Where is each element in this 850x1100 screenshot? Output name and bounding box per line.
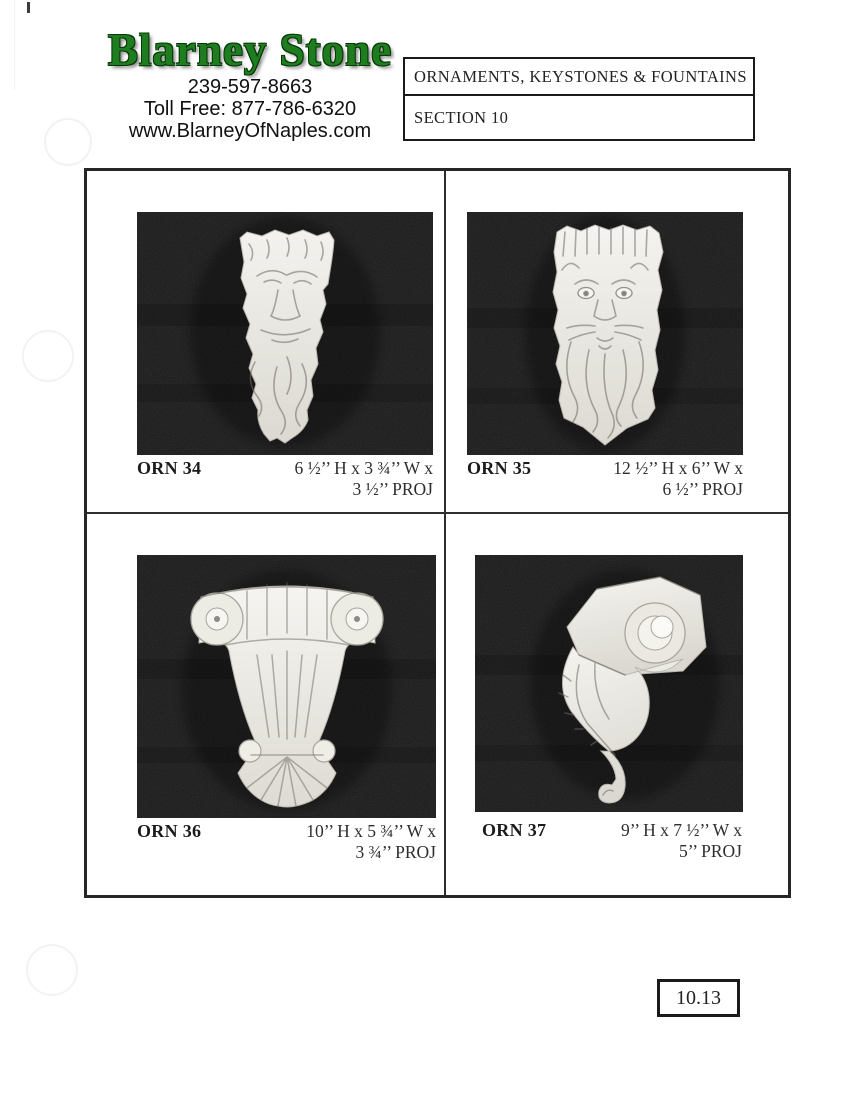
product-code: ORN 34 (137, 458, 202, 478)
scan-artifact-dash (27, 2, 30, 13)
product-cell-orn-34 (87, 171, 446, 514)
product-cell-orn-37 (446, 514, 788, 895)
orn-37-photo (475, 555, 743, 812)
product-code: ORN 36 (137, 821, 202, 841)
punch-hole-shadow (26, 944, 78, 996)
product-dimensions: 10’’ H x 5 ¾’’ W x 3 ¾’’ PROJ (306, 821, 436, 862)
company-header (85, 24, 415, 142)
product-code: ORN 37 (482, 820, 547, 840)
product-cell-orn-36 (87, 514, 446, 895)
orn-34-photo (137, 212, 433, 455)
catalog-grid-box (84, 168, 791, 898)
website-url: www.BlarneyOfNaples.com (128, 120, 372, 142)
product-cell-orn-35 (446, 171, 788, 514)
page-number-box (657, 979, 740, 1017)
section-title: ORNAMENTS, KEYSTONES & FOUNTAINS (414, 66, 747, 86)
page-number: 10.13 (676, 986, 721, 1009)
section-number: SECTION 10 (414, 107, 509, 127)
orn-35-photo (467, 212, 743, 455)
company-logo: Blarney Stone (107, 25, 393, 75)
product-dimensions: 9’’ H x 7 ½’’ W x 5’’ PROJ (620, 820, 742, 861)
punch-hole-shadow (22, 330, 74, 382)
scan-artifact-edge (14, 0, 15, 90)
product-dimensions: 12 ½’’ H x 6’’ W x 6 ½’’ PROJ (613, 458, 743, 499)
orn-36-photo (137, 555, 436, 818)
product-dimensions: 6 ½’’ H x 3 ¾’’ W x 3 ½’’ PROJ (294, 458, 433, 499)
phone-number: 239-597-8663 (187, 76, 313, 98)
product-code: ORN 35 (467, 458, 532, 478)
section-header-box (403, 57, 755, 141)
toll-free-number: Toll Free: 877-786-6320 (143, 98, 357, 120)
